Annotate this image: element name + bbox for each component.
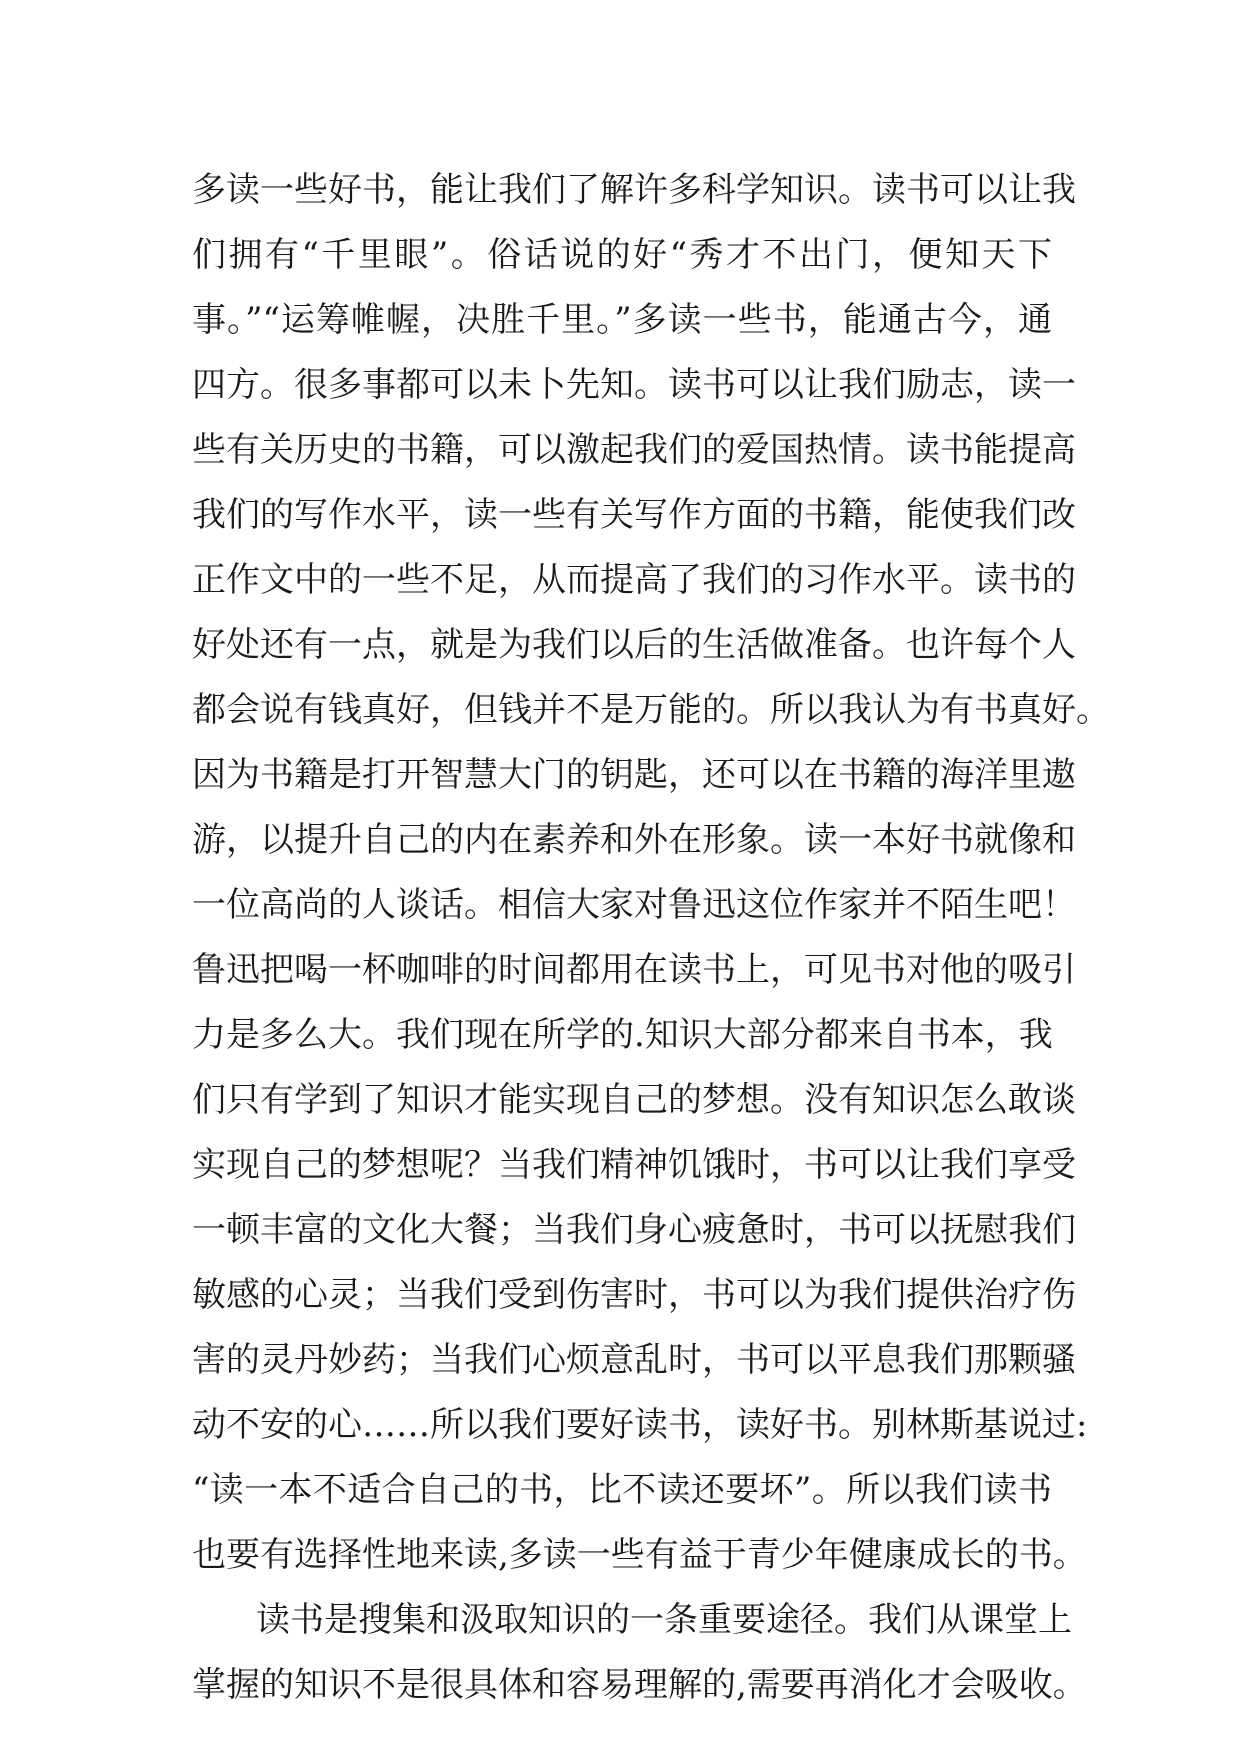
text-line-13: 鲁迅把喝一杯咖啡的时间都用在读书上，可见书对他的吸引 xyxy=(192,950,1076,990)
text-line-22: 也要有选择性地来读,多读一些有益于青少年健康成长的书。 xyxy=(192,1535,1087,1575)
text-line-9: 都会说有钱真好，但钱并不是万能的。所以我认为有书真好。 xyxy=(192,690,1110,730)
text-line-8: 好处还有一点，就是为我们以后的生活做准备。也许每个人 xyxy=(192,625,1076,665)
text-line-20: 动不安的心……所以我们要好读书，读好书。别林斯基说过: xyxy=(192,1405,1088,1445)
text-line-21: “读一本不适合自己的书，比不读还要坏”。所以我们读书 xyxy=(192,1470,1052,1510)
body-text xyxy=(192,158,1110,1718)
text-line-19: 害的灵丹妙药；当我们心烦意乱时，书可以平息我们那颗骚 xyxy=(192,1340,1076,1380)
text-line-6: 我们的写作水平，读一些有关写作方面的书籍，能使我们改 xyxy=(192,495,1076,535)
text-line-24: 掌握的知识不是很具体和容易理解的,需要再消化才会吸收。 xyxy=(192,1665,1087,1705)
text-line-10: 因为书籍是打开智慧大门的钥匙，还可以在书籍的海洋里遨 xyxy=(192,755,1076,795)
text-line-11: 游，以提升自己的内在素养和外在形象。读一本好书就像和 xyxy=(192,820,1076,860)
text-line-17: 一顿丰富的文化大餐；当我们身心疲惫时，书可以抚慰我们 xyxy=(192,1210,1076,1250)
text-line-7: 正作文中的一些不足，从而提高了我们的习作水平。读书的 xyxy=(192,560,1076,600)
text-line-3: 事。”“运筹帷幄，决胜千里。”多读一些书，能通古今，通 xyxy=(192,300,1052,340)
text-line-1: 多读一些好书，能让我们了解许多科学知识。读书可以让我 xyxy=(192,170,1076,210)
text-line-4: 四方。很多事都可以未卜先知。读书可以让我们励志，读一 xyxy=(192,365,1076,405)
text-line-14: 力是多么大。我们现在所学的.知识大部分都来自书本，我 xyxy=(192,1015,1053,1055)
text-line-12: 一位高尚的人谈话。相信大家对鲁迅这位作家并不陌生吧！ xyxy=(192,885,1076,925)
text-line-15: 们只有学到了知识才能实现自己的梦想。没有知识怎么敢谈 xyxy=(192,1080,1076,1120)
text-line-23: 读书是搜集和汲取知识的一条重要途径。我们从课堂上 xyxy=(256,1600,1072,1640)
text-line-5: 些有关历史的书籍，可以激起我们的爱国热情。读书能提高 xyxy=(192,430,1076,470)
text-line-2: 们拥有“千里眼”。俗话说的好“秀才不出门，便知天下 xyxy=(192,235,1052,275)
text-line-18: 敏感的心灵；当我们受到伤害时，书可以为我们提供治疗伤 xyxy=(192,1275,1076,1315)
text-line-16: 实现自己的梦想呢？当我们精神饥饿时，书可以让我们享受 xyxy=(192,1145,1076,1185)
